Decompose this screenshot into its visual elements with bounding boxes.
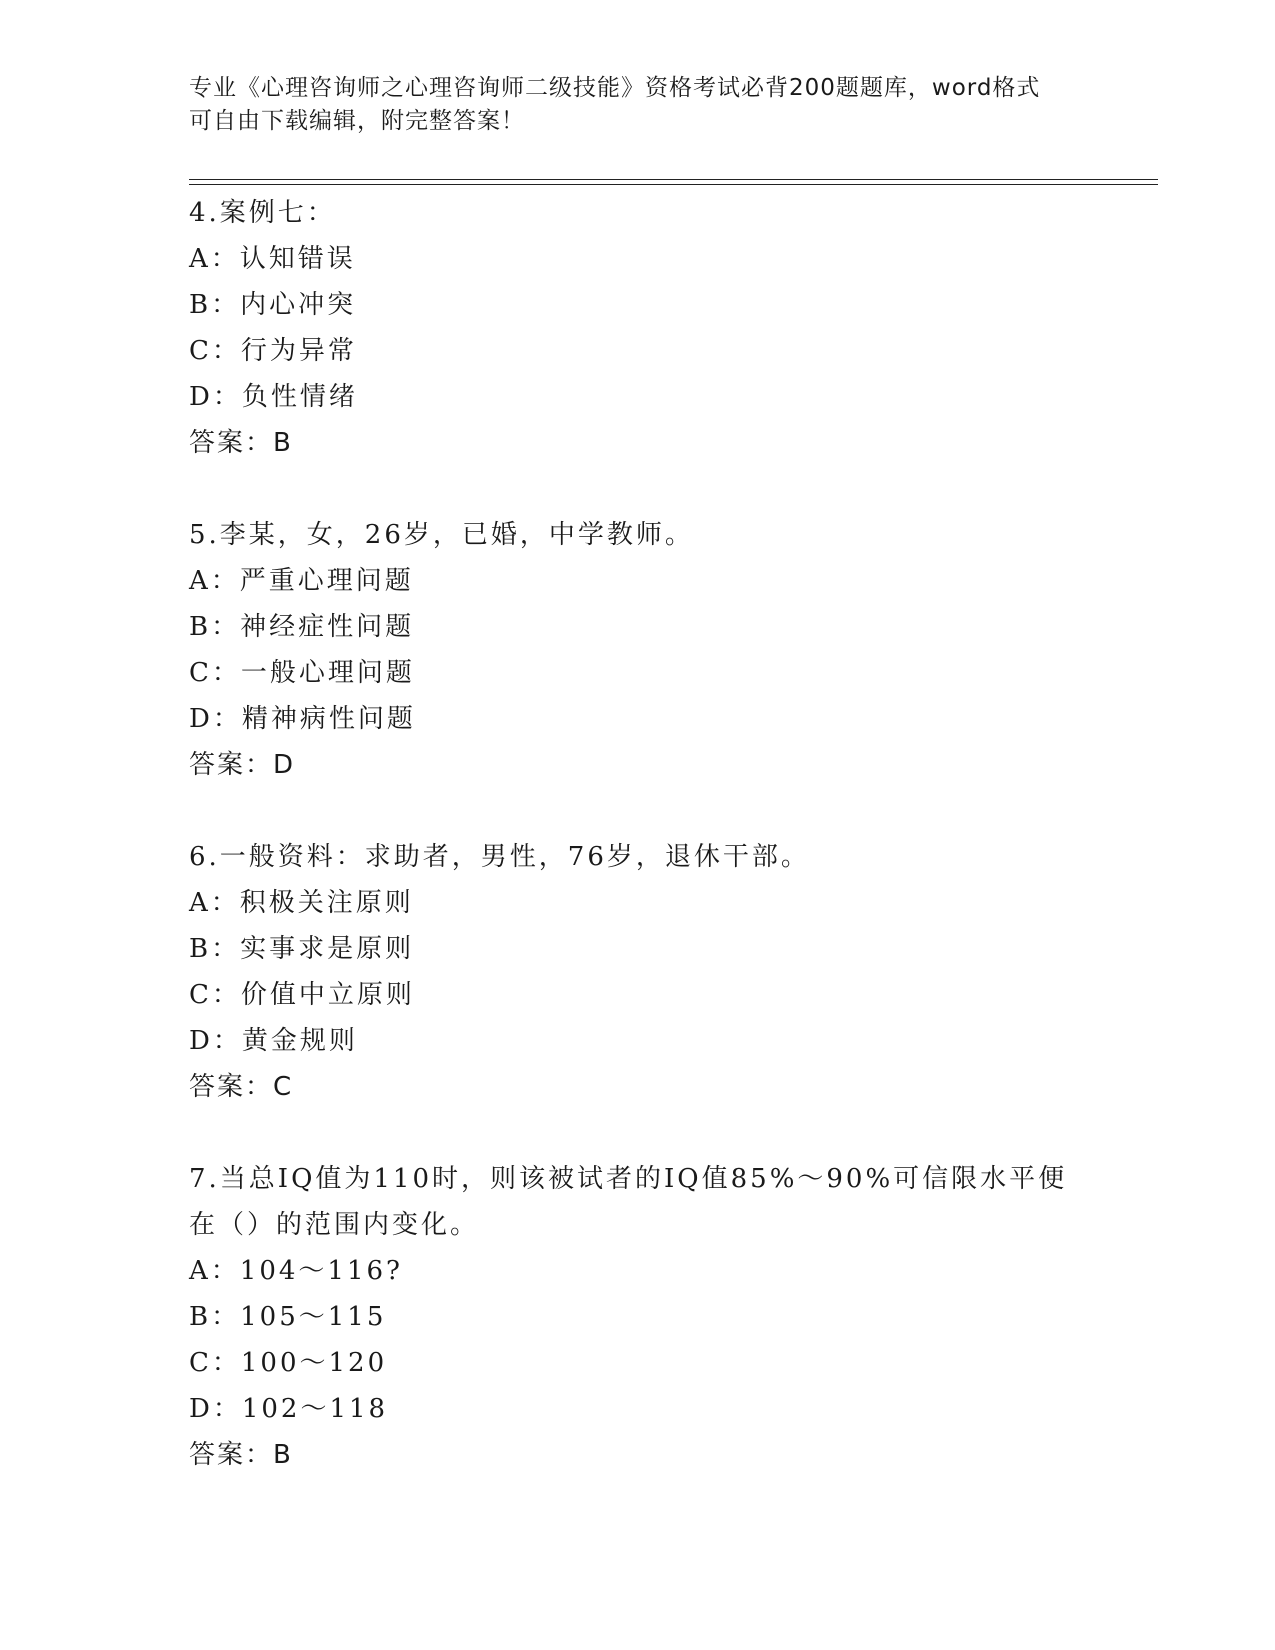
answer-label: 答案： xyxy=(189,750,274,780)
option-c: C：行为异常 xyxy=(189,336,357,366)
answer-label: 答案： xyxy=(189,1072,274,1102)
question-spacer xyxy=(189,788,1089,834)
answer-value: C xyxy=(273,1072,294,1102)
question-stem-line-1: 7.当总IQ值为110时，则该被试者的IQ值85%～90%可信限水平便 xyxy=(189,1164,1068,1194)
option-c: C：一般心理问题 xyxy=(189,658,415,688)
answer-line xyxy=(189,420,1089,466)
option-a: A：认知错误 xyxy=(189,244,356,274)
option-a: A：积极关注原则 xyxy=(189,888,414,918)
answer-value: B xyxy=(273,1440,293,1470)
header-divider-bottom xyxy=(189,184,1158,185)
answer-value: B xyxy=(273,428,293,458)
option-a: A：104～116? xyxy=(189,1256,403,1286)
option-d: D：黄金规则 xyxy=(189,1026,358,1056)
option-b: B：105～115 xyxy=(189,1302,387,1332)
option-c: C：价值中立原则 xyxy=(189,980,415,1010)
answer-line xyxy=(189,742,1089,788)
option-a: A：严重心理问题 xyxy=(189,566,414,596)
option-d: D：负性情绪 xyxy=(189,382,358,412)
answer-label: 答案： xyxy=(189,428,274,458)
question-stem: 4.案例七： xyxy=(189,198,336,228)
question-stem: 6.一般资料：求助者，男性，76岁，退休干部。 xyxy=(189,842,810,872)
option-d: D：102～118 xyxy=(189,1394,389,1424)
document-header xyxy=(189,72,1069,138)
question-item xyxy=(189,512,1089,788)
answer-line xyxy=(189,1432,1089,1478)
question-item xyxy=(189,834,1089,1110)
header-divider-top xyxy=(189,179,1158,180)
header-line-1: 专业《心理咨询师之心理咨询师二级技能》资格考试必背200题题库，word格式 xyxy=(189,75,1041,101)
answer-value: D xyxy=(273,750,296,780)
question-stem-line-2: 在（）的范围内变化。 xyxy=(189,1210,480,1240)
question-spacer xyxy=(189,466,1089,512)
header-line-2: 可自由下载编辑，附完整答案！ xyxy=(189,108,525,134)
question-stem: 5.李某，女，26岁，已婚，中学教师。 xyxy=(189,520,694,550)
option-b: B：内心冲突 xyxy=(189,290,357,320)
option-c: C：100～120 xyxy=(189,1348,388,1378)
answer-line xyxy=(189,1064,1089,1110)
question-item xyxy=(189,190,1089,466)
question-spacer xyxy=(189,1110,1089,1156)
option-b: B：神经症性问题 xyxy=(189,612,415,642)
option-d: D：精神病性问题 xyxy=(189,704,416,734)
question-item xyxy=(189,1156,1089,1478)
answer-label: 答案： xyxy=(189,1440,274,1470)
option-b: B：实事求是原则 xyxy=(189,934,415,964)
question-list xyxy=(189,190,1089,1478)
